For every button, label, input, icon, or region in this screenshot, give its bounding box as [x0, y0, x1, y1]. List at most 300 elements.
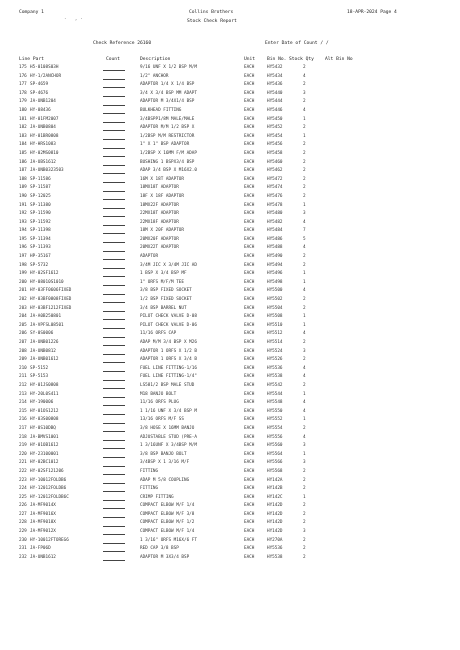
line-number: 199 [19, 271, 27, 277]
count-entry-blank [103, 431, 125, 432]
part-number: HY-20L0S411 [30, 391, 59, 397]
table-row [0, 546, 460, 555]
unit-of-measure: EACH [244, 65, 255, 70]
unit-of-measure: EACH [244, 219, 255, 225]
unit-of-measure: EACH [244, 176, 255, 182]
bin-number: HY5488 [267, 245, 283, 251]
item-description: 1" X 1" BSP ADAPTOR [140, 142, 190, 148]
table-row [0, 194, 460, 203]
line-number: 183 [19, 133, 27, 139]
table-row [0, 443, 460, 452]
part-number: JA-UNB0323503 [30, 168, 64, 174]
stock-quantity: 2 [303, 297, 306, 303]
part-number: HY-10012FTOREG6 [30, 537, 69, 543]
part-number: HY-08436 [30, 107, 51, 113]
table-row [0, 349, 460, 358]
stock-quantity: 7 [303, 228, 306, 234]
bin-number: HY5474 [267, 185, 283, 191]
stock-quantity: 2 [303, 520, 306, 526]
unit-of-measure: EACH [244, 425, 255, 431]
item-description: ADAPTOR 1/4 X 1/4 BSP [140, 82, 195, 88]
count-entry-blank [103, 199, 125, 200]
bin-number: HY5536 [267, 546, 283, 552]
unit-of-measure: EACH [244, 520, 255, 526]
bin-number: HY5498 [267, 279, 283, 285]
count-entry-blank [103, 122, 125, 123]
line-number: 201 [19, 288, 27, 294]
bin-number: HY5548 [267, 400, 283, 406]
stock-quantity: 3 [303, 211, 306, 217]
count-entry-blank [103, 276, 125, 277]
line-number: 207 [19, 340, 27, 345]
item-description: 20MX22T ADAPTOR [140, 245, 179, 251]
line-number: 190 [19, 193, 27, 199]
unit-of-measure: EACH [244, 374, 255, 380]
part-number: HY-1/2ANCHOR [30, 73, 62, 79]
item-description: 3/8 BSP FIXED SOCKET [140, 288, 192, 294]
item-description: 18MX18T ADAPTOR [140, 185, 179, 191]
line-number: 189 [19, 185, 27, 191]
item-description: COMPACT ELBOW M/F 3/8 [140, 511, 195, 517]
count-entry-blank [103, 173, 125, 174]
count-entry-blank [103, 543, 125, 544]
item-description: 18F X 18F ADAPTOR [140, 193, 184, 199]
table-row [0, 237, 460, 246]
bin-number: HY5484 [267, 228, 283, 234]
stock-quantity: 2 [303, 254, 306, 260]
unit-of-measure: EACH [244, 107, 255, 113]
table-row [0, 297, 460, 306]
table-row [0, 288, 460, 297]
stock-quantity: 3 [303, 348, 306, 354]
unit-of-measure: EACH [244, 529, 255, 535]
bin-number: HY5452 [267, 125, 283, 131]
part-number: JA-UNB01226 [30, 340, 59, 345]
table-row [0, 65, 460, 74]
bin-number: HY5526 [267, 357, 283, 363]
stock-quantity: 4 [303, 400, 306, 406]
bin-number: HY142D [267, 511, 283, 517]
count-entry-blank [103, 508, 125, 509]
column-header-bin-no: Bin No. [267, 57, 287, 62]
line-number: 221 [19, 460, 27, 466]
item-description: 3/4 X 3/4 BSP MM ADAPT [140, 90, 197, 96]
stock-quantity: 2 [303, 185, 306, 191]
table-row [0, 340, 460, 349]
table-row [0, 520, 460, 529]
count-entry-blank [103, 440, 125, 441]
table-row [0, 409, 460, 418]
unit-of-measure: EACH [244, 262, 255, 268]
part-number: HY-02SF121206 [30, 468, 64, 474]
table-row [0, 211, 460, 220]
unit-of-measure: EACH [244, 305, 255, 311]
bin-number: HY5556 [267, 434, 283, 440]
count-entry-blank [103, 371, 125, 372]
bin-number: HY5554 [267, 425, 283, 431]
unit-of-measure: EACH [244, 116, 255, 122]
unit-of-measure: EACH [244, 554, 255, 560]
table-row [0, 91, 460, 100]
line-number: 177 [19, 82, 27, 88]
line-number: 181 [19, 116, 27, 122]
table-row [0, 417, 460, 426]
stock-quantity: 1 [303, 202, 306, 208]
table-row [0, 160, 460, 169]
part-number: HY-01BR0808 [30, 133, 59, 139]
part-number: JA-UBS1612 [30, 159, 56, 165]
table-row [0, 228, 460, 237]
bin-number: HY5504 [267, 305, 283, 311]
bin-number: HY5566 [267, 460, 283, 466]
part-number: JA-UNB0804 [30, 125, 56, 131]
bin-number: HY270A [267, 537, 283, 543]
unit-of-measure: EACH [244, 142, 255, 148]
table-row [0, 151, 460, 160]
item-description: 18M X 20F ADAPTOR [140, 228, 184, 234]
bin-number: HY5496 [267, 271, 283, 277]
part-number: JA-UNB1612 [30, 554, 56, 560]
item-description: 1/2BSP M/M RESTRICTOR [140, 133, 195, 139]
count-entry-blank [103, 457, 125, 458]
line-number: 192 [19, 211, 27, 217]
bin-number: HY5538 [267, 374, 283, 380]
stock-quantity: 1 [303, 133, 306, 139]
count-entry-blank [103, 113, 125, 114]
count-date-prompt: Enter Date of Count / / [265, 41, 329, 46]
line-number: 209 [19, 357, 27, 363]
unit-of-measure: EACH [244, 133, 255, 139]
part-number: JA-UNB01612 [30, 357, 59, 363]
part-number: JA-MF9016X [30, 511, 56, 517]
count-entry-blank [103, 191, 125, 192]
line-number: 185 [19, 150, 27, 156]
unit-of-measure: EACH [244, 331, 255, 337]
column-header-stock-qty: Stock Qty [289, 57, 314, 62]
unit-of-measure: EACH [244, 73, 255, 79]
table-row [0, 271, 460, 280]
bin-number: HY5458 [267, 150, 283, 156]
stock-quantity: 2 [303, 150, 306, 156]
item-description: 3/4 BSP BARREL NUT [140, 305, 187, 311]
bin-number: HY5480 [267, 211, 283, 217]
part-number: JA-BMVS1001 [30, 434, 59, 440]
item-description: 1 1/16 UNF X 3/4 BSP M [140, 408, 197, 414]
line-number: 180 [19, 107, 27, 113]
table-row [0, 74, 460, 83]
count-entry-blank [103, 208, 125, 209]
part-number: JA-FP06D [30, 546, 51, 552]
item-description: 1 3/16UNF X 3/4BSP M/M [140, 443, 197, 449]
unit-of-measure: EACH [244, 546, 255, 552]
count-entry-blank [103, 474, 125, 475]
stock-quantity: 1 [303, 314, 306, 320]
part-number: HY-0S10DBQ [30, 425, 56, 431]
unit-of-measure: EACH [244, 150, 255, 156]
part-number: SP-11592 [30, 219, 51, 225]
unit-of-measure: EACH [244, 494, 255, 500]
table-row [0, 117, 460, 126]
unit-of-measure: EACH [244, 90, 255, 96]
part-number: JA-MF9014X [30, 503, 56, 509]
table-row [0, 366, 460, 375]
count-entry-blank [103, 96, 125, 97]
count-entry-blank [103, 302, 125, 303]
count-entry-blank [103, 448, 125, 449]
count-entry-blank [103, 233, 125, 234]
table-row [0, 469, 460, 478]
item-description: 1 3/16" ORFS M16X/6 FT [140, 537, 197, 543]
table-row [0, 512, 460, 521]
item-description: FITTING [140, 486, 159, 492]
line-number: 178 [19, 90, 27, 96]
count-entry-blank [103, 414, 125, 415]
column-header-count: Count [106, 57, 120, 62]
item-description: ADAP M 5/8 COUPLING [140, 477, 190, 483]
bin-number: HY5436 [267, 82, 283, 88]
organization-name: Collins Brothers [189, 10, 234, 15]
unit-of-measure: EACH [244, 382, 255, 388]
bin-number: HY5490 [267, 254, 283, 260]
stock-quantity: 2 [303, 65, 306, 70]
item-description: 3/4BSP X 1 3/16 M/F [140, 460, 190, 466]
count-entry-blank [103, 139, 125, 140]
count-entry-blank [103, 337, 125, 338]
column-header-unit: Unit [244, 57, 256, 62]
bin-number: HY142C [267, 494, 283, 500]
part-number: SP-11590 [30, 211, 51, 217]
table-row [0, 435, 460, 444]
line-number: 184 [19, 142, 27, 148]
unit-of-measure: EACH [244, 82, 255, 88]
count-entry-blank [103, 560, 125, 561]
part-number: SP-11587 [30, 185, 51, 191]
stock-quantity: 1 [303, 271, 306, 277]
bin-number: HY5432 [267, 65, 283, 70]
stock-quantity: 4 [303, 288, 306, 294]
item-description: ADAPTOR M 3/4X1/4 BSP [140, 99, 195, 105]
unit-of-measure: EACH [244, 503, 255, 509]
item-description: 18MX22F ADAPTOR [140, 202, 179, 208]
stock-quantity: 4 [303, 219, 306, 225]
count-entry-blank [103, 526, 125, 527]
item-description: ADAPTOR 1 ORFS X 3/4 B [140, 357, 197, 363]
table-row [0, 538, 460, 547]
unit-of-measure: EACH [244, 322, 255, 328]
line-number: 211 [19, 374, 27, 380]
item-description: ADAP 3/4 BSP X M16X2.0 [140, 168, 197, 174]
table-row [0, 203, 460, 212]
unit-of-measure: EACH [244, 451, 255, 457]
part-number: HY-12012FOLDB6 [30, 486, 67, 492]
line-number: 232 [19, 554, 27, 560]
item-description: ADAP M/M 3/4 BSP X M26 [140, 340, 197, 345]
part-number: HY-02MS0810 [30, 150, 59, 156]
count-entry-blank [103, 251, 125, 252]
unit-of-measure: EACH [244, 348, 255, 354]
unit-of-measure: EACH [244, 202, 255, 208]
table-row [0, 452, 460, 461]
stock-quantity: 2 [303, 99, 306, 105]
line-number: 204 [19, 314, 27, 320]
table-row [0, 314, 460, 323]
item-description: 3/8 HOSE X 16MM BANJO [140, 425, 195, 431]
table-row [0, 555, 460, 564]
line-number: 217 [19, 425, 27, 431]
bin-number: HY5444 [267, 99, 283, 105]
count-entry-blank [103, 294, 125, 295]
line-number: 191 [19, 202, 27, 208]
item-description: FUEL LINE FITTING-1/4" [140, 374, 197, 380]
item-description: ADAPTOR 1 ORFS X 1/2 B [140, 348, 197, 354]
stock-quantity: 4 [303, 365, 306, 371]
item-description: 3/8 BSP BANJO BOLT [140, 451, 187, 457]
stock-quantity: 4 [303, 245, 306, 251]
item-description: 3/4M JIC X 3/4M JIC AD [140, 262, 197, 268]
unit-of-measure: EACH [244, 477, 255, 483]
bin-number: HY142B [267, 486, 283, 492]
count-entry-blank [103, 311, 125, 312]
count-entry-blank [103, 148, 125, 149]
line-number: 229 [19, 529, 27, 535]
count-entry-blank [103, 319, 125, 320]
line-number: 195 [19, 236, 27, 242]
line-number: 187 [19, 168, 27, 174]
line-number: 196 [19, 245, 27, 251]
bin-number: HY142D [267, 529, 283, 535]
item-description: 20MX20F ADAPTOR [140, 236, 179, 242]
unit-of-measure: EACH [244, 125, 255, 131]
unit-of-measure: EACH [244, 365, 255, 371]
count-entry-blank [103, 225, 125, 226]
stock-quantity: 1 [303, 391, 306, 397]
item-description: 1/2" ANCHOR [140, 73, 169, 79]
count-entry-blank [103, 405, 125, 406]
scan-specks: · ,· [64, 16, 86, 21]
stock-quantity: 4 [303, 434, 306, 440]
bin-number: HY5456 [267, 142, 283, 148]
unit-of-measure: EACH [244, 340, 255, 345]
item-description: 1/2 BSP FIXED SOCKET [140, 297, 192, 303]
bin-number: HY5502 [267, 297, 283, 303]
count-entry-blank [103, 483, 125, 484]
bin-number: HY5478 [267, 202, 283, 208]
stock-quantity: 2 [303, 477, 306, 483]
table-row [0, 125, 460, 134]
stock-quantity: 2 [303, 511, 306, 517]
unit-of-measure: EACH [244, 297, 255, 303]
bin-number: HY5494 [267, 262, 283, 268]
item-description: 1" ORFS M/F/M TEE [140, 279, 184, 285]
check-reference: Check Reference 26160 [93, 41, 152, 46]
stock-quantity: 2 [303, 262, 306, 268]
unit-of-measure: EACH [244, 236, 255, 242]
stock-quantity: 4 [303, 374, 306, 380]
bin-number: HY5510 [267, 322, 283, 328]
item-description: FUEL LINE FITTING-1/16 [140, 365, 197, 371]
item-description: 16M X 18T ADAPTOR [140, 176, 184, 182]
item-description: COMPACT ELBOW M/F 1/4 [140, 529, 195, 535]
item-description: 22MX18T ADAPTOR [140, 211, 179, 217]
line-number: 208 [19, 348, 27, 354]
table-row [0, 426, 460, 435]
part-number: HY-03S00808 [30, 417, 59, 423]
part-number: SP-4676 [30, 90, 49, 96]
report-title: Stock Check Report [187, 19, 237, 24]
unit-of-measure: EACH [244, 279, 255, 285]
table-row [0, 168, 460, 177]
bin-number: HY5536 [267, 365, 283, 371]
count-entry-blank [103, 242, 125, 243]
stock-quantity: 5 [303, 236, 306, 242]
line-number: 206 [19, 331, 27, 337]
stock-quantity: 2 [303, 425, 306, 431]
count-entry-blank [103, 156, 125, 157]
bin-number: HY5440 [267, 90, 283, 96]
part-number: HY-23100001 [30, 451, 59, 457]
part-number: HY-08010S1010 [30, 279, 64, 285]
line-number: 182 [19, 125, 27, 131]
item-description: M18 BANJO BOLT [140, 391, 177, 397]
bin-number: HY142D [267, 503, 283, 509]
bin-number: HY5544 [267, 391, 283, 397]
count-entry-blank [103, 130, 125, 131]
part-number: JA-A0B250801 [30, 314, 62, 320]
stock-quantity: 3 [303, 460, 306, 466]
table-row [0, 357, 460, 366]
count-entry-blank [103, 517, 125, 518]
item-description: 3/4BSPP1/8M MALE/MALE [140, 116, 195, 122]
unit-of-measure: EACH [244, 254, 255, 260]
bin-number: HY5542 [267, 382, 283, 388]
item-description: COMPACT ELBOW M/F 1/4 [140, 503, 195, 509]
bin-number: HY5486 [267, 236, 283, 242]
count-entry-blank [103, 345, 125, 346]
stock-quantity: 2 [303, 486, 306, 492]
count-entry-blank [103, 388, 125, 389]
bin-number: HY5476 [267, 193, 283, 199]
table-row [0, 108, 460, 117]
count-entry-blank [103, 551, 125, 552]
line-number: 205 [19, 322, 27, 328]
stock-quantity: 2 [303, 125, 306, 131]
table-row [0, 486, 460, 495]
unit-of-measure: EACH [244, 99, 255, 105]
stock-quantity: 2 [303, 159, 306, 165]
part-number: H5-0108S03H [30, 65, 59, 70]
line-number: 198 [19, 262, 27, 268]
bin-number: HY5500 [267, 288, 283, 294]
table-row [0, 495, 460, 504]
line-number: 223 [19, 477, 27, 483]
count-entry-blank [103, 216, 125, 217]
unit-of-measure: EACH [244, 288, 255, 294]
stock-quantity: 3 [303, 90, 306, 96]
line-number: 218 [19, 434, 27, 440]
item-description: LS581/2 BSP MALE STUD [140, 382, 195, 388]
item-description: PILOT CHECK VALVE D-08 [140, 314, 197, 320]
unit-of-measure: EACH [244, 486, 255, 492]
line-number: 176 [19, 73, 27, 79]
stock-quantity: 2 [303, 193, 306, 199]
table-row [0, 392, 460, 401]
stock-quantity: 2 [303, 176, 306, 182]
unit-of-measure: EACH [244, 511, 255, 517]
unit-of-measure: EACH [244, 460, 255, 466]
part-number: HY-01FM2007 [30, 116, 59, 122]
bin-number: HY5450 [267, 116, 283, 122]
unit-of-measure: EACH [244, 271, 255, 277]
